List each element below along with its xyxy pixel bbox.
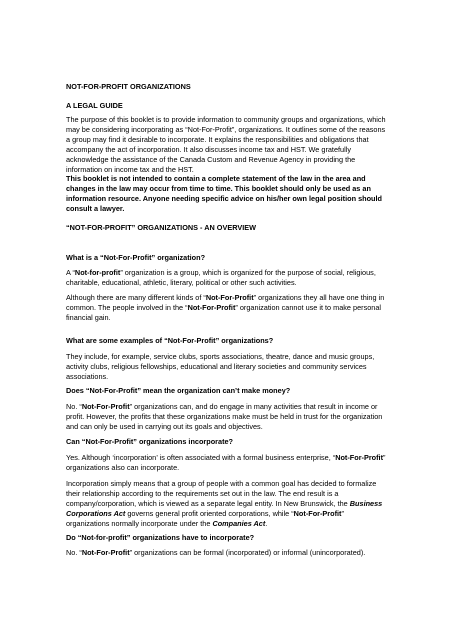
document-title: NOT-FOR-PROFIT ORGANIZATIONS [66, 82, 191, 91]
text-segment: No. “ [66, 402, 82, 411]
question-examples: What are some examples of “Not-For-Profit” organizations? [66, 336, 274, 345]
question-incorporate: Can “Not-For-Profit” organizations incorporate? [66, 437, 234, 446]
question-have-to-incorporate: Do “Not-for-profit” organizations have to incorporate? [66, 533, 255, 542]
term-not-for-profit: Not-For-Profit [81, 402, 130, 411]
text-segment: ” organization cannot use it to make personal financial gain. [66, 303, 382, 322]
disclaimer-paragraph: This booklet is not intended to contain a complete statement of the law in the area and changes in the law may occur from time to time. This booklet should only be used as an information resource. Anyone needing specific advice on his/her own legal position should consult a lawyer. [66, 174, 382, 213]
text-segment: Although there are many different kinds of “ [66, 293, 206, 302]
text-segment: governs general profit oriented corporations, while “ [125, 509, 294, 518]
answer-incorporate-p1 [66, 453, 388, 473]
text-segment: ” organizations normally incorporate under the [66, 509, 344, 528]
text-segment: ” organization is a group, which is organized for the purpose of social, religious, charitable, educational, athletic, literary, political or other such activities. [66, 268, 376, 287]
term-not-for-profit: Not-For-Profit [205, 293, 254, 302]
term-not-for-profit: Not-For-Profit [293, 509, 342, 518]
term-not-for-profit: Not-For-Profit [81, 548, 130, 557]
answer-incorporate-p2 [66, 479, 388, 529]
answer-have-to-incorporate [66, 548, 388, 558]
answer-what-is-p1 [66, 268, 388, 288]
question-make-money: Does “Not-For-Profit” mean the organization can’t make money? [66, 386, 291, 395]
answer-what-is-p2 [66, 293, 388, 323]
term-not-for-profit: Not-For-Profit [187, 303, 236, 312]
question-what-is: What is a “Not-For-Profit” organization? [66, 253, 206, 262]
text-segment: Incorporation simply means that a group of people with a common goal has decided to formalize their relationship according to the requirements set out in the law. The end result is a company/corporation, which is viewed as a separate legal entity. In New Brunswick, the [66, 479, 377, 508]
text-segment: . [265, 519, 268, 528]
intro-paragraph: The purpose of this booklet is to provide information to community groups and organizations, which may be considering incorporating as “Not-For-Profit”, organizations. It outlines some of the reasons a group may find it desirable to incorporate. It explains the responsibilities and obligations that accompany the act of incorporation. It also discusses income tax and HST. We gratefully acknowledge the assistance of the Canada Custom and Revenue Agency in providing the information on income tax and the HST. [66, 115, 386, 174]
text-segment: ” organizations can, and do engage in many activities that result in income or profit. However, the profits that these organizations make must be held in trust for the organization and can only be used in carrying out its goals and objectives. [66, 402, 383, 431]
document-subtitle: A LEGAL GUIDE [66, 101, 123, 110]
text-segment: A “ [66, 268, 75, 277]
text-segment: No. “ [66, 548, 82, 557]
act-companies: Companies Act [212, 519, 266, 528]
overview-heading: “NOT-FOR-PROFIT” ORGANIZATIONS - AN OVERVIEW [66, 223, 256, 232]
text-segment: ” organizations can be formal (incorporated) or informal (unincorporated). [129, 548, 366, 557]
term-not-for-profit: Not-For-Profit [335, 453, 384, 462]
term-not-for-profit: Not-for-profit [74, 268, 121, 277]
text-segment: Yes. Although ‘incorporation’ is often associated with a formal business enterprise, “ [66, 453, 336, 462]
answer-make-money [66, 402, 388, 432]
act-business-corporations: Business Corporations Act [66, 499, 383, 518]
answer-examples: They include, for example, service clubs, sports associations, theatre, dance and music groups, activity clubs, religious fellowships, educational and literary societies and community services associations. [66, 352, 375, 381]
text-segment: ” organizations they all have one thing in common. The people involved in the “ [66, 293, 385, 312]
text-segment: ” organizations also can incorporate. [66, 453, 386, 472]
